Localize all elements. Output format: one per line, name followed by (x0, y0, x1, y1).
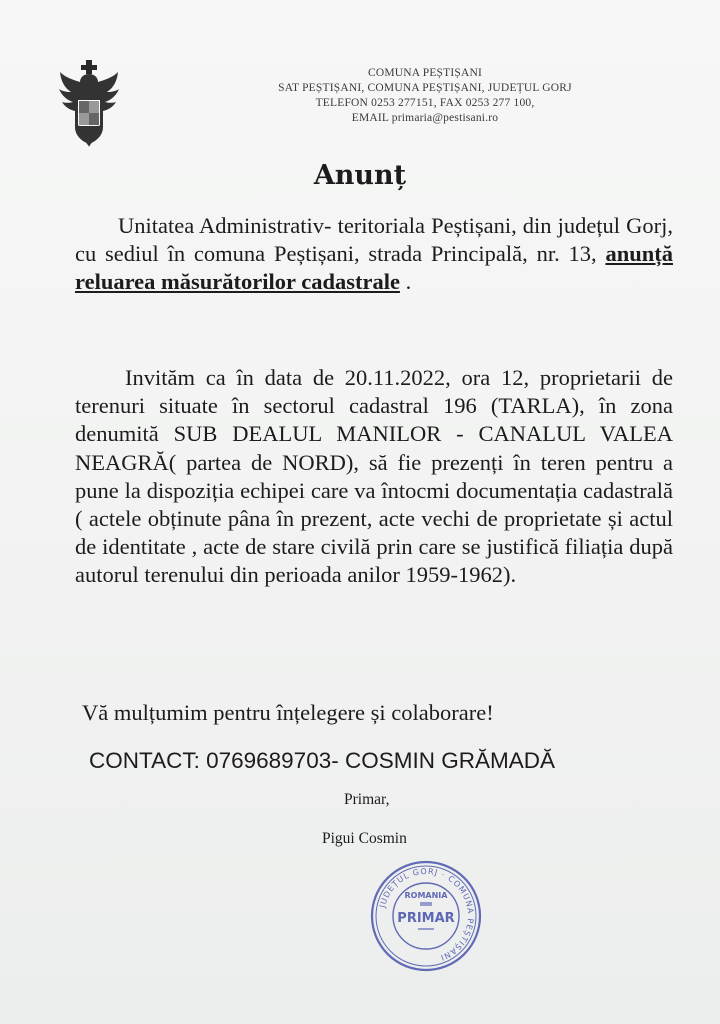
stamp-center-text: PRIMAR (397, 911, 455, 926)
institution-header (240, 66, 610, 126)
thanks-line: Vă mulțumim pentru înțelegere și colaborare! (82, 700, 494, 725)
signature-role: Primar, (344, 791, 390, 808)
paragraph-invitation: Invităm ca în data de 20.11.2022, ora 12, proprietarii de terenuri situate în sectorul cadastral 196 (TARLA), în zona denumită SUB DEALUL MANILOR - CANALUL VALEA NEAGRĂ( partea de NORD), să fie prezenți în teren pentru a pune la dispoziția echipei care va întocmi documentația cadastrală ( actele obținute pâna în prezent, acte vechi de proprietate și actul de identitate , acte de stare civilă prin care se justifică filiația după autorul terenului din perioada anilor 1959-1962). (75, 365, 673, 588)
paragraph-1-end: . (399, 269, 412, 295)
header-line-4: EMAIL primaria@pestisani.ro (351, 112, 499, 124)
header-line-2: SAT PEȘTIȘANI, COMUNA PEȘTIȘANI, JUDEȚUL GORJ (278, 82, 572, 94)
stamp-ring-text: JUDEȚUL GORJ · COMUNA PEȘTIȘANI (377, 866, 476, 963)
announcement-emphasis: anunță reluarea măsurătorilor cadastrale (75, 241, 673, 295)
official-stamp-icon (368, 858, 484, 974)
stamp-top-text: ROMANIA (404, 891, 448, 900)
paragraph-1-text: Unitatea Administrativ- teritoriala Peștișani, din județul Gorj, cu sediul în comuna Peștișani, strada Principală, nr. 13, (75, 213, 673, 267)
coat-of-arms-icon (58, 56, 120, 148)
paragraph-announcement (75, 212, 673, 297)
header-line-1: COMUNA PEȘTIȘANI (367, 67, 483, 79)
page-title: Anunț (313, 160, 407, 191)
signature-name: Pigui Cosmin (322, 830, 407, 847)
contact-line: CONTACT: 0769689703- COSMIN GRĂMADĂ (89, 748, 555, 773)
header-line-3: TELEFON 0253 277151, FAX 0253 277 100, (315, 97, 535, 109)
